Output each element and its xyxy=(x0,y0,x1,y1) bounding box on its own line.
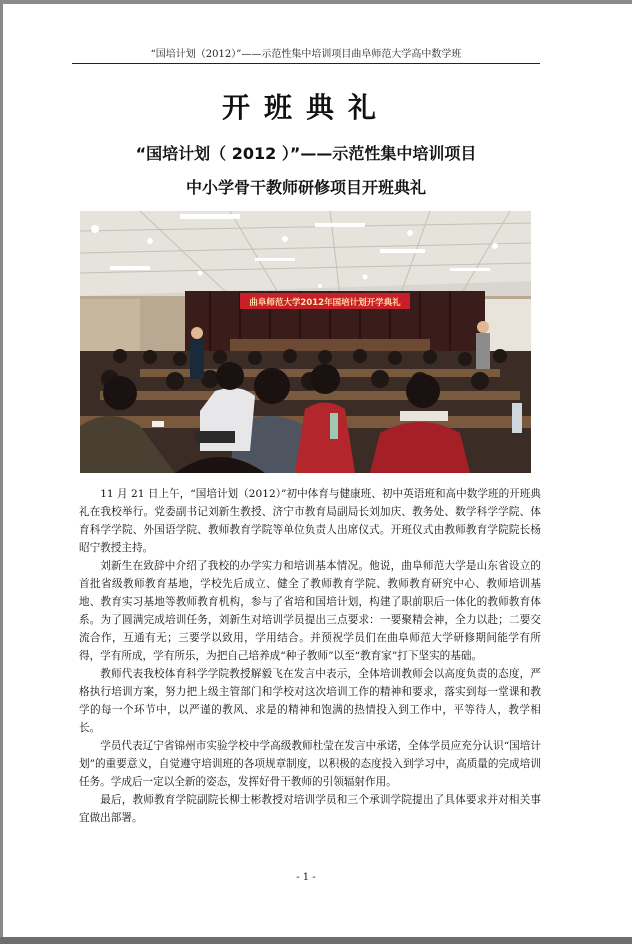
ceremony-photo xyxy=(80,211,531,473)
viewer-left-edge xyxy=(0,0,3,944)
paragraph-student-rep: 学员代表辽宁省锦州市实验学校中学高级教师杜莹在发言中承诺，全体学员应充分认识“国培计划”的重要意义，自觉遵守培训班的各项规章制度，以积极的态度投入到学习中，高质量的完成培训任务。学成后一定以全新的姿态，发挥好骨干教师的引领辐射作用。 xyxy=(79,740,541,788)
banner-text: 曲阜师范大学2012年国培计划开学典礼 xyxy=(249,298,401,308)
subtitle-ceremony: 中小学骨干教师研修项目开班典礼 xyxy=(185,178,426,197)
header-rule xyxy=(72,63,540,64)
paragraph-speech-liu: 刘新生在致辞中介绍了我校的办学实力和培训基本情况。他说，曲阜师范大学是山东省设立的首批省级教师教育基地，学校先后成立、健全了教师教育学院、教师教育研究中心、教师培训基地、教育实习基地等教师教育机构，参与了省培和国培计划，构建了职前职后一体化的教师教育体系。为了圆满完成培训任务，刘新生对培训学员提出三点要求：一要聚精会神，全力以赴；二要交流合作，互通有无；三要学以致用，学用结合。并预祝学员们在曲阜师范大学研修期间能学有所得，学有所成，学有所乐，为把自己培养成“种子教师”以至“教育家”打下坚实的基础。 xyxy=(79,560,541,662)
paragraph-teacher-rep: 教师代表我校体育科学学院教授解毅飞在发言中表示，全体培训教师会以高度负责的态度，严格执行培训方案，努力把上级主管部门和学校对这次培训工作的精神和要求，落实到每一堂课和教学的每一个环节中，以严谨的教风、求是的精神和饱满的热情投入到工作中，平等待人，教学相长。 xyxy=(79,668,541,734)
subtitle-program: “国培计划（ 2012 ）”——示范性集中培训项目 xyxy=(135,144,477,163)
paragraph-closing: 最后，教师教育学院副院长柳士彬教授对培训学员和三个承训学院提出了具体要求并对相关事宜做出部署。 xyxy=(79,794,541,824)
running-header: “国培计划（2012）”——示范性集中培训项目曲阜师范大学高中数学班 xyxy=(150,49,462,60)
page-title: 开班典礼 xyxy=(221,91,390,124)
page-number: - 1 - xyxy=(296,872,316,883)
viewer-top-edge xyxy=(0,0,632,4)
paragraph-opening: 11 月 21 日上午，“国培计划（2012）”初中体育与健康班、初中英语班和高中数学班的开班典礼在我校举行。党委副书记刘新生教授、济宁市教育局副局长刘加庆、教务处、数学科学学院、体育科学学院、外国语学院、教师教育学院等单位负责人出席仪式。开班仪式由教师教育学院院长杨昭宁教授主持。 xyxy=(79,488,541,554)
viewer-bottom-edge xyxy=(0,937,632,944)
article-body xyxy=(79,485,541,827)
